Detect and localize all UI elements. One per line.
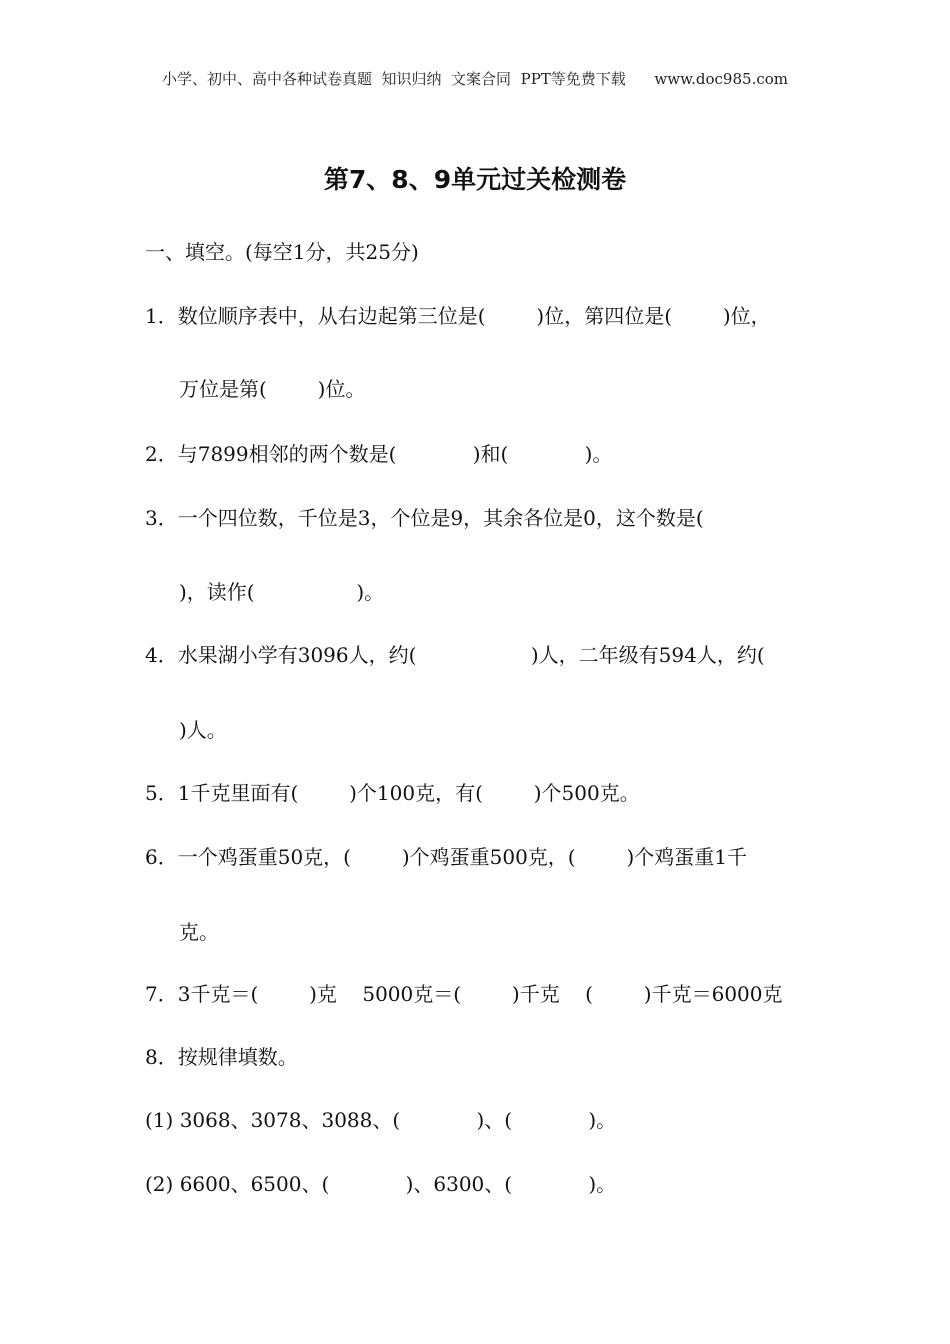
question-3-line-1: 3．一个四位数，千位是3，个位是9，其余各位是0，这个数是( (145, 506, 704, 530)
page-header: 小学、初中、高中各种试卷真题 知识归纳 文案合同 PPT等免费下载 www.doc985.com (161, 70, 788, 88)
question-2: 2．与7899相邻的两个数是( )和( )。 (145, 442, 613, 466)
question-1-line-2: 万位是第( )位。 (179, 377, 366, 401)
question-5: 5．1千克里面有( )个100克，有( )个500克。 (145, 781, 640, 805)
question-7: 7．3千克＝( )克 5000克＝( )千克 ( )千克＝6000克 (145, 982, 783, 1006)
page-title: 第7、8、9单元过关检测卷 (323, 165, 627, 194)
question-3-line-2: )，读作( )。 (179, 580, 385, 604)
question-4-line-1: 4．水果湖小学有3096人，约( )人，二年级有594人，约( (145, 643, 765, 667)
question-8: 8．按规律填数。 (145, 1045, 298, 1069)
section-heading: 一、填空。(每空1分，共25分) (145, 240, 419, 264)
question-6-line-1: 6．一个鸡蛋重50克，( )个鸡蛋重500克，( )个鸡蛋重1千 (145, 845, 748, 869)
question-8-part-2: (2) 6600、6500、( )、6300、( )。 (145, 1172, 617, 1196)
question-4-line-2: )人。 (179, 718, 227, 742)
question-1-line-1: 1．数位顺序表中，从右边起第三位是( )位，第四位是( )位， (145, 304, 771, 328)
question-6-line-2: 克。 (179, 920, 219, 944)
question-8-part-1: (1) 3068、3078、3088、( )、( )。 (145, 1108, 617, 1132)
